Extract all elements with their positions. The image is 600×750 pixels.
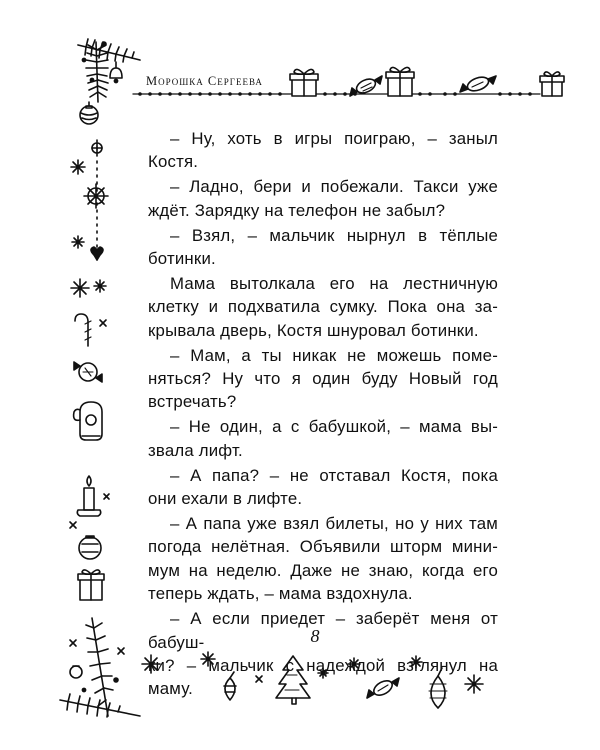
text-line: – Ладно, бери и побежали. Такси уже	[170, 177, 498, 197]
mitten-icon	[74, 402, 102, 440]
text-line: ки? – мальчик с надеждой взглянул на маму.	[148, 655, 498, 699]
paragraph	[148, 512, 498, 606]
ornament-ball-icon	[80, 102, 98, 124]
gift-box-icon	[290, 69, 318, 96]
candy-cane-icon	[75, 314, 106, 346]
text-line: погода нелётная. Объявили шторм мини-	[148, 537, 498, 557]
paragraph	[148, 607, 498, 701]
text-line: – Мам, а ты никак не можешь поме-	[170, 345, 498, 365]
fir-branch-bottom-left-icon	[60, 618, 140, 717]
bell-icon	[110, 62, 122, 83]
paragraph	[148, 344, 498, 414]
ornament-ball-icon	[70, 522, 101, 559]
gift-box-icon	[78, 570, 104, 600]
text-line: встречать?	[148, 392, 237, 412]
text-line: клетку и подхватила сумку. Пока она за-	[148, 297, 498, 317]
paragraph	[148, 415, 498, 462]
page-number: 8	[310, 626, 320, 646]
gift-box-icon	[386, 67, 414, 96]
text-line: крывала дверь, Костя шнуровал ботинки.	[148, 320, 479, 340]
candy-icon	[460, 75, 496, 94]
paragraph	[148, 127, 498, 174]
candy-icon	[74, 362, 102, 382]
text-line: – Не один, а с бабушкой, – мама вы-	[170, 417, 498, 437]
star-garland-icon	[71, 140, 108, 260]
text-line: ждёт. Зарядку на телефон не забыл?	[148, 200, 446, 220]
text-line: – А папа? – не отставал Костя, пока	[170, 465, 498, 485]
snowflake-icon	[71, 279, 106, 297]
text-line: мум на неделю. Даже не знаю, когда его	[148, 560, 498, 580]
text-line: теперь ждать, – мама вздохнула.	[148, 584, 413, 604]
text-line: ботинки.	[148, 249, 216, 269]
text-line: они ехали в лифте.	[148, 489, 303, 509]
paragraph	[148, 272, 498, 342]
text-line: Мама вытолкала его на лестничную	[170, 273, 498, 293]
text-line: няться? Ну что я один буду Новый год	[148, 369, 498, 389]
header-dotted-line	[133, 92, 540, 96]
header-author-name: Морошка Сергеева	[146, 74, 263, 88]
text-line: – Ну, хоть в игры поиграю, – заныл Костя.	[148, 129, 498, 172]
text-line: – Взял, – мальчик нырнул в тёплые	[170, 225, 498, 245]
paragraph	[148, 175, 498, 222]
text-line: – А если приедет – заберёт меня от бабуш-	[148, 609, 498, 652]
paragraph	[148, 224, 498, 271]
text-line: звала лифт.	[148, 440, 243, 460]
gift-box-icon	[540, 72, 564, 96]
text-line: – А папа уже взял билеты, но у них там	[170, 514, 498, 533]
candy-icon	[350, 76, 382, 96]
body-text	[148, 127, 498, 702]
paragraph	[148, 464, 498, 511]
candle-icon	[77, 476, 109, 516]
fir-branch-top-left-icon	[78, 39, 140, 102]
